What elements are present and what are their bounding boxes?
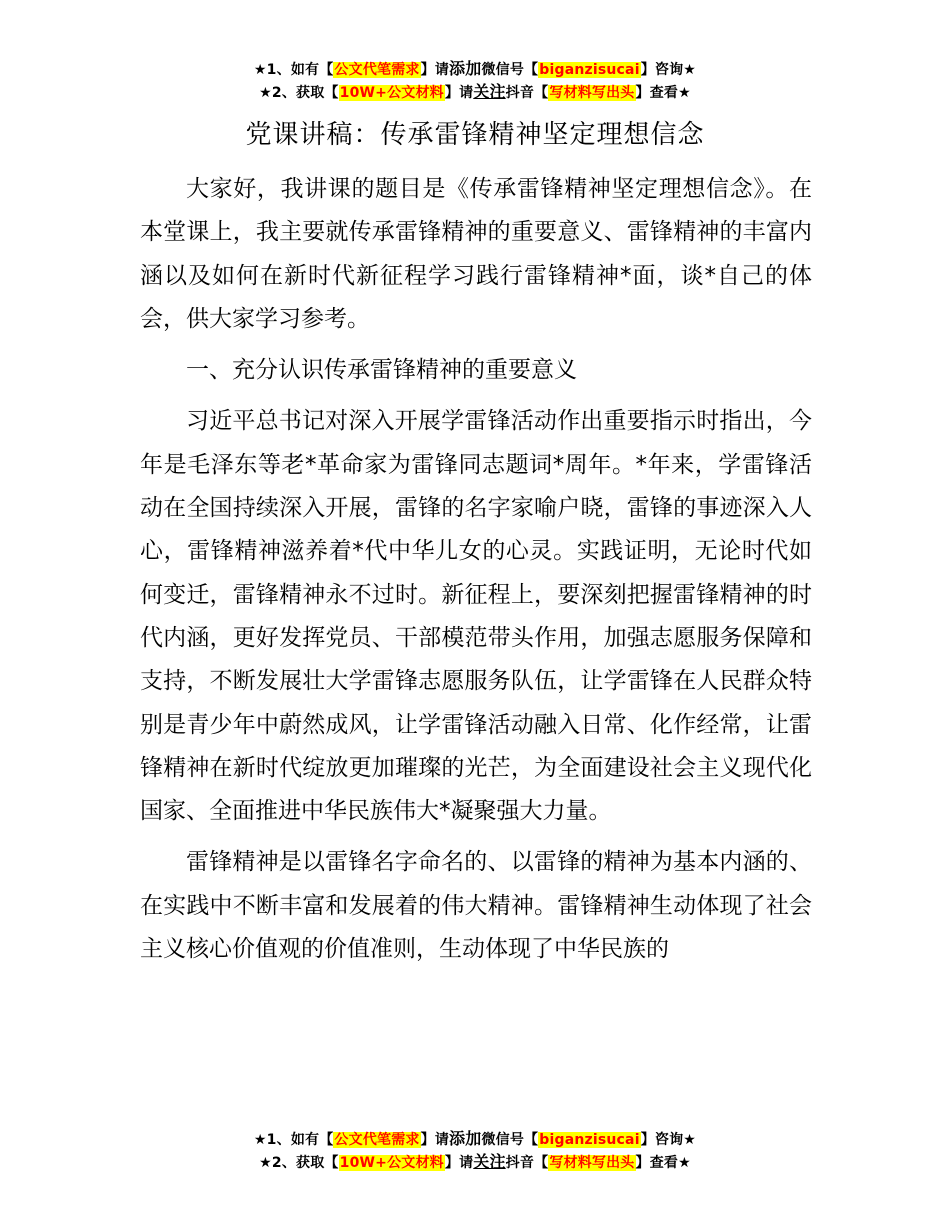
highlight-service: 公文代笔需求 xyxy=(334,62,420,78)
banner-text: 微信号【 xyxy=(481,1132,539,1148)
footer-banner xyxy=(0,1128,950,1174)
banner-text: 】咨询★ xyxy=(640,62,697,78)
banner-line-2 xyxy=(0,81,950,104)
paragraph-intro: 大家好，我讲课的题目是《传承雷锋精神坚定理想信念》。在本堂课上，我主要就传承雷锋精神的重要意义、雷锋精神的丰富内涵以及如何在新时代新征程学习践行雷锋精神*面，谈*自己的体会，供大家学习参考。 xyxy=(140,176,812,332)
header-banner xyxy=(0,58,950,104)
banner-line-1 xyxy=(0,58,950,81)
document-title: 党课讲稿：传承雷锋精神坚定理想信念 xyxy=(245,120,705,150)
document-body xyxy=(140,168,812,971)
paragraph: 雷锋精神是以雷锋名字命名的、以雷锋的精神为基本内涵的、在实践中不断丰富和发展着的伟大精神。雷锋精神生动体现了社会主义核心价值观的价值准则，生动体现了中华民族的 xyxy=(140,849,812,963)
banner-emphasis: 添加 xyxy=(449,1129,482,1148)
banner-line-1 xyxy=(0,1128,950,1151)
paragraph: 习近平总书记对深入开展学雷锋活动作出重要指示时指出，今年是毛泽东等老*革命家为雷锋同志题词*周年。*年来，学雷锋活动在全国持续深入开展，雷锋的名字家喻户晓，雷锋的事迹深入人心，雷锋精神滋养着*代中华儿女的心灵。实践证明，无论时代如何变迁，雷锋精神永不过时。新征程上，要深刻把握雷锋精神的时代内涵，更好发挥党员、干部模范带头作用，加强志愿服务保障和支持，不断发展壮大学雷锋志愿服务队伍，让学雷锋在人民群众特别是青少年中蔚然成风，让学雷锋活动融入日常、化作经常，让雷锋精神在新时代绽放更加璀璨的光芒，为全面建设社会主义现代化国家、全面推进中华民族伟大*凝聚强大力量。 xyxy=(140,408,812,825)
banner-text: 】请 xyxy=(420,62,450,78)
highlight-materials: 10W+公文材料 xyxy=(339,1155,444,1171)
highlight-douyin: 写材料写出头 xyxy=(549,85,635,101)
banner-text: ★2、获取【 xyxy=(259,85,339,101)
banner-text: 微信号【 xyxy=(481,62,539,78)
banner-line-2 xyxy=(0,1151,950,1174)
section-heading: 一、充分认识传承雷锋精神的重要意义 xyxy=(186,357,577,384)
banner-text: 】查看★ xyxy=(635,85,691,101)
banner-text: 】请 xyxy=(444,1155,474,1171)
highlight-materials: 10W+公文材料 xyxy=(339,85,444,101)
banner-text: ★1、如有【 xyxy=(253,62,334,78)
banner-text: 】请 xyxy=(420,1132,450,1148)
banner-text: 】查看★ xyxy=(635,1155,691,1171)
banner-text: 抖音【 xyxy=(505,1155,549,1171)
banner-emphasis: 添加 xyxy=(449,59,482,78)
banner-emphasis: 关注 xyxy=(473,1152,506,1171)
banner-text: 】咨询★ xyxy=(640,1132,697,1148)
highlight-service: 公文代笔需求 xyxy=(334,1132,420,1148)
banner-text: 抖音【 xyxy=(505,85,549,101)
highlight-wechat-id: biganzisucai xyxy=(539,62,640,78)
banner-emphasis: 关注 xyxy=(473,82,506,101)
highlight-wechat-id: biganzisucai xyxy=(539,1132,640,1148)
banner-text: ★2、获取【 xyxy=(259,1155,339,1171)
highlight-douyin: 写材料写出头 xyxy=(549,1155,635,1171)
banner-text: ★1、如有【 xyxy=(253,1132,334,1148)
banner-text: 】请 xyxy=(444,85,474,101)
